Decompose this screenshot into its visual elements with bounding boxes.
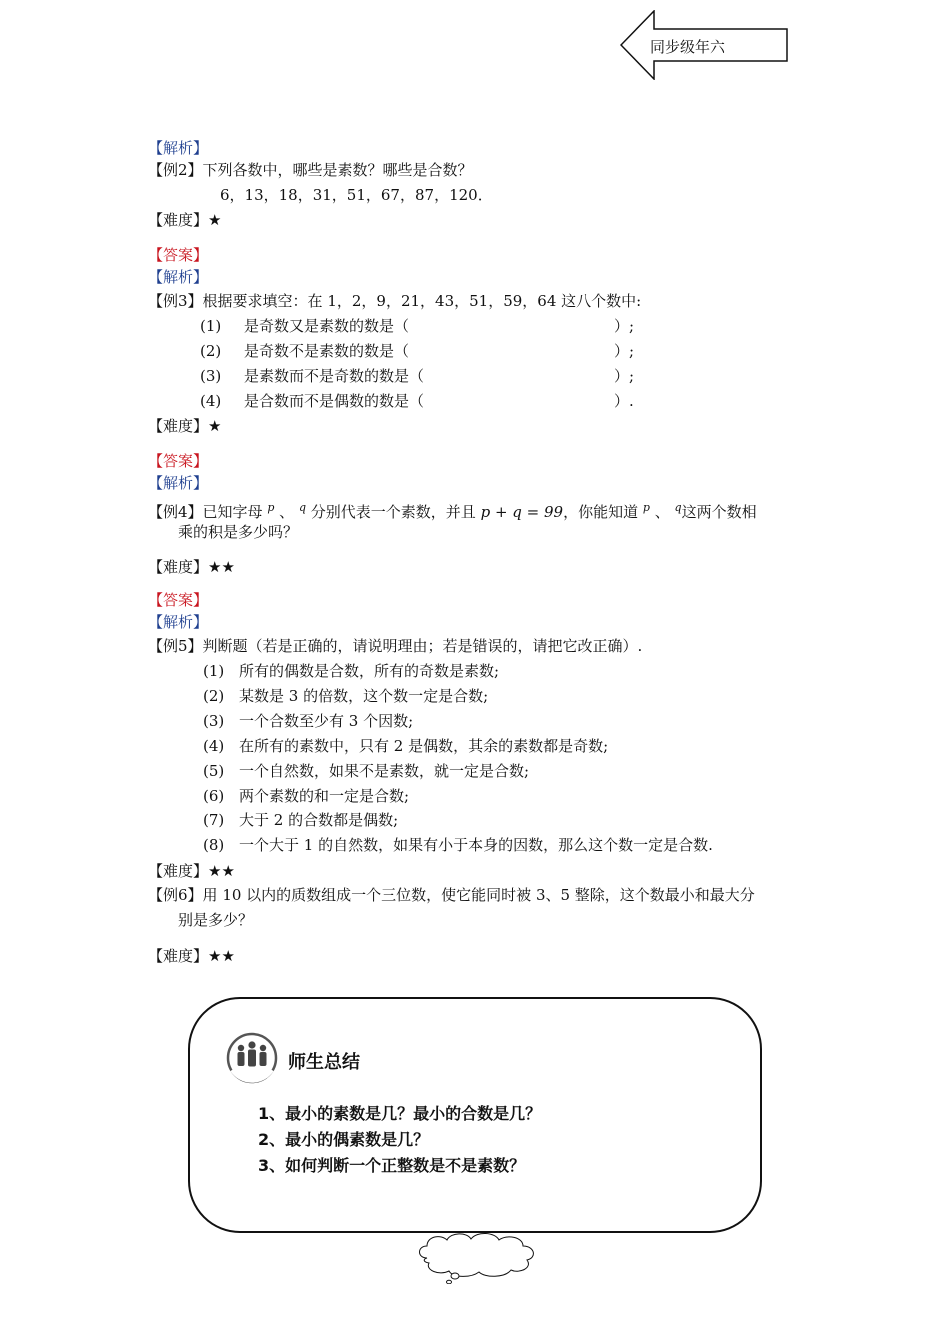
difficulty-row — [148, 946, 235, 966]
item-number: (5) — [203, 762, 225, 780]
variable-p: p — [267, 501, 275, 514]
analysis-label: 【解析】 — [148, 474, 209, 492]
judge-item — [203, 736, 608, 756]
variable-q: q — [298, 501, 307, 514]
item-text: 两个素数的和一定是合数; — [239, 787, 410, 805]
difficulty-row — [148, 861, 235, 881]
summary-item: 3、如何判断一个正整数是不是素数？ — [258, 1156, 526, 1175]
example-text: 根据要求填空：在 1，2，9，21，43，51，59，64 这八个数中: — [202, 292, 642, 310]
judge-item — [203, 786, 409, 806]
example-2-numbers: 6，13，18，31，51，67，87，120． — [220, 186, 493, 204]
item-number: (1) — [200, 317, 222, 335]
judge-item — [203, 761, 529, 781]
example-text: 用 10 以内的质数组成一个三位数，使它能同时被 3、5 整除，这个数最小和最大分 — [202, 886, 755, 904]
item-number: (3) — [200, 367, 222, 385]
variable-q: q — [674, 501, 682, 514]
analysis-label: 【解析】 — [148, 139, 209, 157]
teacher-students-icon — [226, 1032, 278, 1084]
summary-item: 1、最小的素数是几？最小的合数是几？ — [258, 1104, 542, 1123]
difficulty-label: 【难度】 — [148, 211, 209, 229]
variable-p: p — [642, 501, 650, 514]
item-text: 是合数而不是偶数的数是（ — [244, 392, 425, 410]
judge-item — [203, 835, 713, 855]
example-label: 【例3】 — [148, 292, 203, 310]
example-label: 【例4】 — [148, 503, 203, 521]
item-text: 一个自然数，如果不是素数，就一定是合数; — [239, 762, 530, 780]
difficulty-row — [148, 416, 221, 436]
summary-item: 2、最小的偶素数是几？ — [258, 1130, 430, 1149]
difficulty-label: 【难度】 — [148, 862, 209, 880]
answer-label: 【答案】 — [148, 591, 209, 609]
item-text: 所有的偶数是合数，所有的奇数是素数; — [239, 662, 500, 680]
item-text: 是素数而不是奇数的数是（ — [244, 367, 425, 385]
item-number: (6) — [203, 787, 225, 805]
item-text: 一个大于 1 的自然数，如果有小于本身的因数，那么这个数一定是合数. — [239, 836, 713, 854]
grade-tag-label: 同步级年六 — [650, 38, 726, 56]
example-6-line2: 别是多少？ — [178, 911, 254, 929]
answer-label: 【答案】 — [148, 246, 209, 264]
item-number: (4) — [200, 392, 222, 410]
judge-item — [203, 711, 413, 731]
example-3 — [148, 291, 641, 311]
cloud-decoration — [415, 1228, 545, 1284]
fill-blank-close: ）; — [614, 367, 635, 385]
fill-item — [200, 316, 409, 336]
formula: p + q = 99 — [480, 503, 564, 521]
separator: 、 — [279, 503, 295, 521]
example-label: 【例2】 — [148, 161, 203, 179]
example-label: 【例5】 — [148, 637, 203, 655]
analysis-label: 【解析】 — [148, 268, 209, 286]
difficulty-stars: ★ — [208, 417, 222, 435]
fill-item — [200, 366, 424, 386]
item-text: 大于 2 的合数都是偶数; — [239, 811, 399, 829]
item-text: 在所有的素数中，只有 2 是偶数，其余的素数都是奇数; — [239, 737, 609, 755]
example-6 — [148, 885, 755, 905]
item-text: 一个合数至少有 3 个因数; — [239, 712, 414, 730]
item-number: (3) — [203, 712, 225, 730]
item-number: (8) — [203, 836, 225, 854]
answer-label: 【答案】 — [148, 452, 209, 470]
difficulty-label: 【难度】 — [148, 947, 209, 965]
example-text: 已知字母 — [202, 503, 263, 521]
difficulty-row — [148, 557, 235, 577]
difficulty-label: 【难度】 — [148, 558, 209, 576]
difficulty-stars: ★★ — [208, 862, 235, 880]
fill-blank-close: ）; — [614, 317, 635, 335]
fill-item — [200, 391, 424, 411]
difficulty-stars: ★★ — [208, 947, 235, 965]
item-text: 某数是 3 的倍数，这个数一定是合数; — [239, 687, 489, 705]
example-text: 下列各数中，哪些是素数？哪些是合数？ — [202, 161, 473, 179]
item-text: 是奇数又是素数的数是（ — [244, 317, 410, 335]
fill-item — [200, 341, 409, 361]
judge-item — [203, 810, 398, 830]
judge-item — [203, 686, 488, 706]
example-4 — [148, 498, 757, 522]
example-text: 判断题（若是正确的，请说明理由；若是错误的，请把它改正确）. — [202, 637, 643, 655]
summary-title: 师生总结 — [288, 1052, 360, 1073]
item-number: (1) — [203, 662, 225, 680]
item-number: (7) — [203, 811, 225, 829]
separator: 、 — [654, 503, 670, 521]
fill-blank-close: ）; — [614, 342, 635, 360]
example-2 — [148, 160, 473, 180]
item-number: (2) — [200, 342, 222, 360]
difficulty-stars: ★ — [208, 211, 222, 229]
example-label: 【例6】 — [148, 886, 203, 904]
example-text: 分别代表一个素数，并且 — [310, 503, 476, 521]
example-text: ，你能知道 — [563, 503, 639, 521]
analysis-label: 【解析】 — [148, 613, 209, 631]
example-5 — [148, 636, 642, 656]
example-text: 这两个数相 — [681, 503, 757, 521]
item-number: (2) — [203, 687, 225, 705]
item-number: (4) — [203, 737, 225, 755]
difficulty-label: 【难度】 — [148, 417, 209, 435]
judge-item — [203, 661, 499, 681]
difficulty-stars: ★★ — [208, 558, 235, 576]
example-4-line2: 乘的积是多少吗？ — [178, 523, 299, 541]
fill-blank-close: ）. — [614, 392, 634, 410]
item-text: 是奇数不是素数的数是（ — [244, 342, 410, 360]
difficulty-row — [148, 210, 221, 230]
